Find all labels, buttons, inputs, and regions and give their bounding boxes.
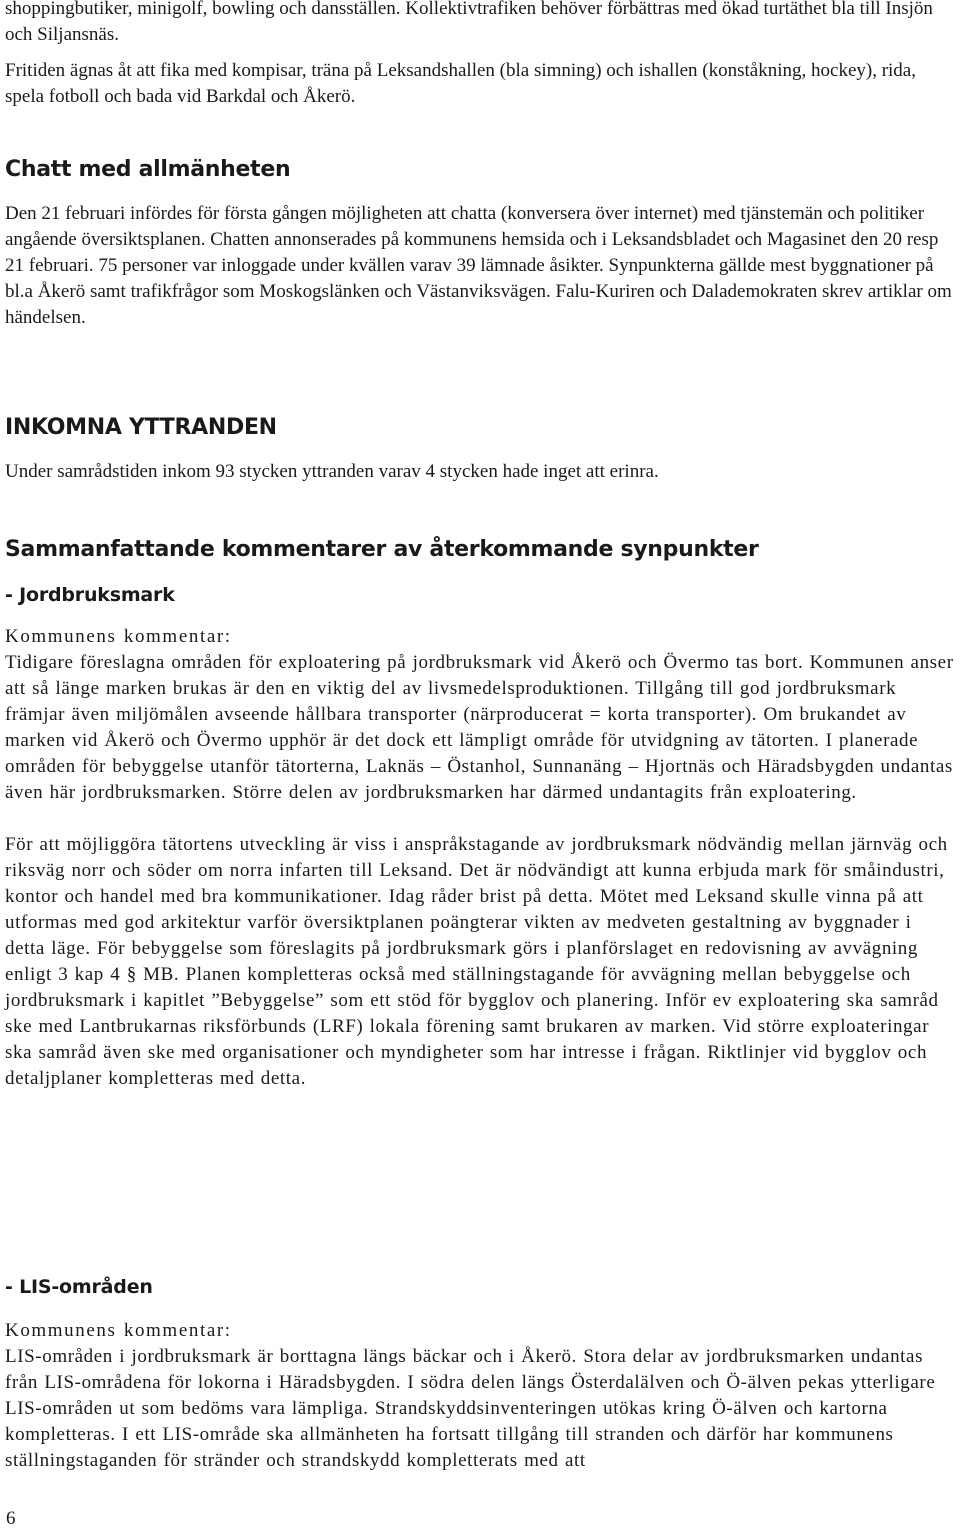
chat-section [5, 201, 957, 331]
yttranden-section [5, 459, 957, 485]
jordbruk-paragraph-1: Tidigare föreslagna områden för exploatering på jordbruksmark vid Åkerö och Övermo tas bort. Kommunen anser att så länge marken brukas är den en viktig del av livsmedelsproduktionen. Tillgång till god jordbruksmark främjar även miljömålen avseende hållbara transporter (närproducerat = korta transporter). Om brukandet av marken vid Åkerö och Övermo upphör är det dock ett lämpligt område för utvidgning av tätorten. I planerade områden för bebyggelse utanför tätorterna, Laknäs – Östanhol, Sunnanäng – Hjortnäs och Häradsbygden undantas även här jordbruksmarken. Större delen av jordbruksmarken har därmed undantagits från exploatering. [5, 652, 954, 803]
jordbruk-section [5, 624, 957, 1092]
intro-section [5, 0, 957, 110]
jordbruk-paragraph-2: För att möjliggöra tätortens utveckling är viss i anspråkstagande av jordbruksmark nödvändig mellan järnväg och riksväg norr och söder om norra infarten till Leksand. Det är nödvändigt att kunna erbjuda mark för småindustri, kontor och handel med bra kommunikationer. Idag råder brist på detta. Mötet med Leksand skulle vinna på att utformas med god arkitektur varför översiktplanen poängterar vikten av medveten gestaltning av byggnader i detta läge. För bebyggelse som föreslagits på jordbruksmark görs i planförslaget en redovisning av avvägning enligt 3 kap 4 § MB. Planen kompletteras också med ställningstagande för avvägning mellan bebyggelse och jordbruksmark i kapitlet ”Bebyggelse” som ett stöd för bygglov och planering. Inför ev exploatering ska samråd ske med Lantbrukarnas riksförbunds (LRF) lokala förening samt brukaren av marken. Vid större exploateringar ska samråd även ske med organisationer och myndigheter som har intresse i frågan. Riktlinjer vid bygglov och detaljplaner kompletteras med detta. [5, 834, 948, 1089]
chat-heading: Chatt med allmänheten [5, 157, 291, 182]
chat-paragraph: Den 21 februari infördes för första gången möjligheten att chatta (konversera över internet) med tjänstemän och politiker angående översiktsplanen. Chatten annonserades på kommunens hemsida och i Leksandsbladet och Magasinet den 20 resp 21 februari. 75 personer var inloggade under kvällen varav 39 lämnade åsikter. Synpunkterna gällde mest byggnationer på bl.a Åkerö samt trafikfrågor som Moskogslänken och Västanviksvägen. Falu-Kuriren och Dalademokraten skrev artiklar om händelsen. [5, 203, 952, 328]
lis-paragraph-1: LIS-områden i jordbruksmark är borttagna längs bäckar och i Åkerö. Stora delar av jordbruksmarken undantas från LIS-områdena för lokorna i Häradsbygden. I södra delen längs Österdalälven och Ö-älven pekas ytterligare LIS-områden ut som bedöms vara lämpliga. Strandskyddsinventeringen utökas kring Ö-älven och kartorna kompletteras. I ett LIS-område ska allmänheten ha fortsatt tillgång till stranden och därför har kommunens ställningstaganden för stränder och strandskydd kompletterats med att [5, 1346, 936, 1471]
jordbruk-heading: - Jordbruksmark [5, 584, 175, 606]
jordbruk-comment-label: Kommunens kommentar: [5, 626, 232, 647]
intro-paragraph-2: Fritiden ägnas åt att fika med kompisar, träna på Leksandshallen (bla simning) och ishallen (konståkning, hockey), rida, spela fotboll och bada vid Barkdal och Åkerö. [5, 60, 916, 107]
yttranden-heading: INKOMNA YTTRANDEN [5, 415, 277, 440]
yttranden-paragraph: Under samrådstiden inkom 93 stycken yttranden varav 4 stycken hade inget att erinra. [5, 461, 659, 482]
lis-comment-label: Kommunens kommentar: [5, 1320, 232, 1341]
lis-section [5, 1318, 957, 1474]
lis-heading: - LIS-områden [5, 1276, 153, 1298]
page-number: 6 [6, 1508, 16, 1529]
summary-heading: Sammanfattande kommentarer av återkommande synpunkter [5, 537, 759, 562]
intro-paragraph-1: shoppingbutiker, minigolf, bowling och dansställen. Kollektivtrafiken behöver förbättras med ökad turtäthet bla till Insjön och Siljansnäs. [5, 0, 933, 45]
